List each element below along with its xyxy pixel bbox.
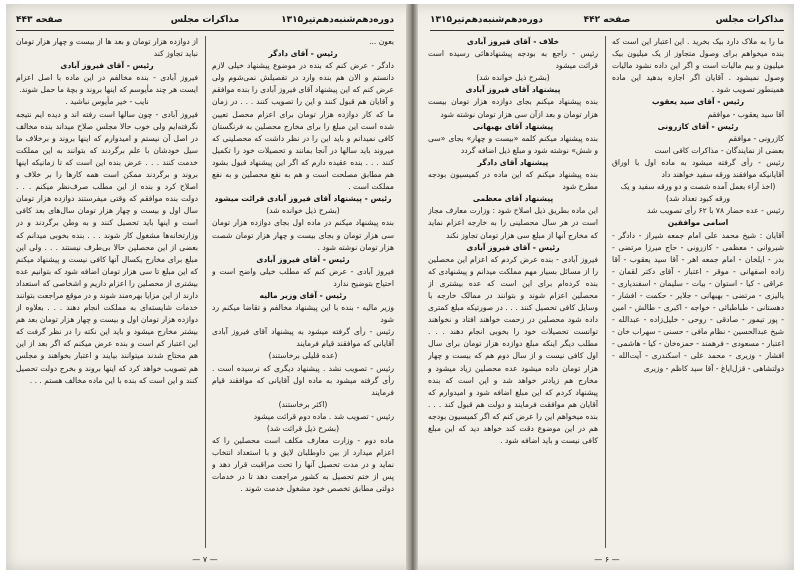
paragraph: رئیس - رأی گرفته میشود به ماده اول با اوراق آقایانیکه موافقند ورقه سفید خواهند داد [612, 157, 784, 180]
speaker-line: رئیس - آقای فیروز آبادی [256, 254, 350, 264]
paragraph: این ماده بطریق ذیل اصلاح شود : وزارت معارف مجاز است در هر سال محصلینی را به خارجه اعزام نماید که مخارج آنها از مبلغ سی هزار تومان تجاوز نکند [428, 206, 598, 240]
journal-title: مذاکرات مجلس [170, 15, 240, 25]
column-divider [205, 36, 206, 548]
page-number-label: صفحه ۴۴۲ [583, 15, 631, 25]
open-book-spread [6, 4, 794, 570]
speaker-line: رئیس - آقای وزیر مالیه [259, 290, 347, 300]
speaker-line: رئیس - پیشنهاد آقای فیروز آبادی قرائت میشود [214, 194, 392, 204]
speaker-line: رئیس - آقای دادگر [268, 49, 338, 59]
paragraph: فیروز آبادی - بنده عرض کردم که اعزام این محصلین را از مسائل بسیار مهم مملکت میدانم و پیشنهادی که بنده کرده‌ام برای این است که عده بیشتری از محصلین اعزام شوند و بتوانند در ممالک خارجه با وسایل کافی تحصیل کنند . . . در صورتیکه مبلغ کمتری داده شود محصلین در زحمت خواهند افتاد و نخواهند توانست تحصیلات خود را بخوبی انجام دهند . . . مطلب دیگر اینکه مبلغ دوازده هزار تومان برای سال اول کافی نیست و از سال دوم هم که بیست و چهار هزار تومان داده میشود عده محصلین زیاد میشود و مخارج هم زیادتر خواهد شد و این است که بنده پیشنهاد کردم که این مبلغ اضافه شود و امیدوارم که آقایان هم موافقت فرمایند و دولت هم قبول کند . . . بنده میخواهم این را عرض کنم که اگر کمیسیون بودجه هم در این موضوع دقت کند خواهد دید که این مبلغ کافی نیست و باید اضافه شود . [428, 254, 598, 446]
paragraph: آقا سید یعقوب - موافقم [707, 109, 784, 119]
left-page-header [16, 12, 394, 28]
speaker-line: خلاف - آقای فیروز آبادی [466, 37, 560, 46]
page-folio: — ۶ — [594, 555, 620, 564]
left-page-text-column-right [212, 36, 394, 550]
paragraph: ماده دوم - وزارت معارف مکلف است محصلین را که اعزام میدارد از بین داوطلبان لایق و با استعداد انتخاب نماید و در مدت تحصیل آنها را تحت مراقبت قرار دهد و پس از ختم تحصیل به کشور مراجعت دهد تا در خدمات دولتی مطابق تخصص خود مشغول خدمت شوند . [212, 436, 394, 494]
paragraph: رئیس - رأی گرفته میشود به پیشنهاد آقای فیروز آبادی آقایانی که موافقند قیام فرمایند [212, 327, 394, 349]
right-page-text-column-right [612, 36, 784, 550]
paragraph: از دوازده هزار تومان و بعد ها از بیست و چهار هزار تومان نباید تجاوز کند [16, 37, 198, 59]
right-page [420, 4, 794, 570]
paragraph: فیروز آبادی - عرض کنم که مطلب خیلی واضح است و احتیاج بتوضیح ندارد [212, 266, 394, 288]
paragraph: رئیس - تصویب شد . ماده دوم قرائت میشود [253, 411, 394, 421]
header-rule [16, 30, 394, 31]
header-rule [430, 30, 784, 31]
column-divider [605, 36, 606, 548]
stage-note: (اکثر برخاستند) [278, 399, 328, 409]
left-page-text-column-left [16, 36, 198, 550]
paragraph: بعون ... [369, 37, 394, 46]
paragraph: فیروز آبادی - بنده مخالفم در این ماده با اصل اعزام ایست هر چند مأیوسم که اینها بروند و بچهٔ ما حمل شوند. [16, 73, 198, 95]
paragraph: بنده پیشنهاد میکنم که این ماده در کمیسیون بودجه مطرح شود [428, 170, 598, 192]
stage-note: (اخذ آراء بعمل آمده شصت و دو ورقه سفید و یک ورقه کبود تعداد شد) [620, 182, 776, 204]
motion-heading: پیشنهاد آقای دادگر [477, 157, 549, 167]
paragraph: رئیس - راجع به بودجه پیشنهادهائی رسیده است قرائت میشود [428, 49, 598, 71]
journal-title: مذاکرات مجلس [715, 15, 784, 25]
paragraph: بنده پیشنهاد میکنم در ماده اول بجای دوازده هزار تومان سی هزار تومان و بجای بیست و چهار هزار تومان شصت هزار تومان نوشته شود . [212, 218, 394, 252]
stage-note: (بشرح ذیل خوانده شد) [266, 206, 340, 216]
paragraph: رئیس - عده حضار ۷۸ با ۶۲ رأی تصویب شد [646, 206, 784, 216]
paragraph: بنده پیشنهاد میکنم بجای دوازده هزار تومان بیست هزار تومان و بعد ازآن سی هزار تومان نوشته شود [428, 97, 598, 119]
motion-heading: پیشنهاد آقای فیروز آبادی [465, 85, 561, 95]
left-page [6, 4, 404, 570]
page-folio: — ۷ — [192, 555, 218, 564]
interjection: نایب - خیر مأیوس نباشید . [65, 97, 149, 107]
speaker-line: رئیس - آقای سید یعقوب [651, 97, 745, 107]
paragraph: وزیر مالیه - بنده با این پیشنهاد مخالفم و تقاضا میکنم رد شود [212, 303, 394, 325]
session-date: دوره‌دهم‌شنبه‌دهم‌تیر‌۱۳۱۵ [281, 15, 394, 25]
speaker-line: رئیس - آقای فیروز آبادی [466, 242, 560, 252]
paragraph: فیروز آبادی - چون سالها است رفته اند و دیده ایم نتیجه نگرفته‌ایم ولی خوب حالا مجلس صلاح میداند بنده مخالف در اصل آن نیستم و امیدوارم که اینها بروند و برخلاف ما سیل خودشان با علم برگردند که بتوانند به این مملکت خدمت کنند . . . عرض بنده این است که تا زمانیکه اینها بروند و برگردند ممکن است همه کارها را بر خلاف و اصلاح کرد و بنده از این مطلب صرف‌نظر میکنم . . . دولت بنده موافقم که وقتی میفرستند دوازده هزار تومان سال اول و بیست و چهار هزار تومان سال‌های بعد کافی است و اینها باید تحصیل کنند و به وطن برگردند و در وزارتخانه‌ها مشغول کار شوند . . . بنده بخوبی میدانم که بعضی از این محصلین حالا بی‌طرف نیستند . . . ولی این مبلغ برای مخارج یکسال آنها کافی نیست و پیشنهاد میکنم که این مبلغ تا سی هزار تومان اضافه شود که بتوانیم عده بیشتری از محصلین را اعزام داریم و اشخاصی که استعداد دارند از این مزایا بهره‌مند شوند و در موقع مراجعت بتوانند خدمات شایسته‌ای به مملکت انجام دهند . . . بعلاوه از دوازده هزار تومان اول و بیست و چهار هزار تومان بعد هم بیشتر مخارج میشود و باید این نکته را در نظر گرفت که این اعتبار کم است و بنده عرض میکنم که اگر بعد از این هم محتاج شدند میتوانند بیایند و اعتبار بخواهند و مجلس هم تصویب خواهد کرد که اینها بروند و بخرج دولت تحصیل کنند و این است که بنده با این ماده مخالف هستم . . . [16, 109, 198, 385]
paragraph: بنده پیشنهاد میکنم کلمه «بیست و چهار» بجای «سی و شش» نوشته شود و مبلغ ذیل اضافه گردد [428, 133, 598, 155]
book-gutter [406, 4, 418, 570]
stage-note: (بشرح ذیل خوانده شد) [476, 73, 550, 83]
paragraph: کازرونی - موافقم [728, 133, 784, 143]
section-heading: اسامی موافقین [667, 218, 729, 228]
right-page-text-column-left [428, 36, 598, 550]
stage-note: (بشرح ذیل قرائت شد) [266, 424, 340, 433]
motion-heading: پیشنهاد آقای معظمی [472, 194, 554, 204]
motion-heading: پیشنهاد آقای بهبهانی [472, 121, 554, 131]
session-date: دوره‌دهم‌شنبه‌دهم‌تیر‌۱۳۱۵ [430, 15, 543, 25]
right-page-header [430, 12, 784, 28]
paragraph: آقایان : شیخ محمد علی امام جمعه شیراز - دادگر - شیروانی - معظمی - کازرونی - حاج میرزا مرتضی - بدر - ایلخان - امام جمعه اهر - آقا سید یعقوب - آقا زاده اصفهانی - موقر - اعتبار - آقای دکتر لقمان - عراقی - کیا - استوان - بیات - سلیمان - اسفندیاری - یالیزی - مرتضی - بهبهانی - جلایر - حکمت - افشار - دهستانی - طباطبائی - خواجه - اکبری - طالش - امین - پور تیمور - صادقی - روحی - خلیل‌زاده - عبدالله - شیخ عبدالحسین - نظام مافی - حسنی - سهراب خان - اعتبار - مسعودی - فرهمند - حمزه‌خان - کیا - هاشمی - افشار - وزیری - محمد علی - اسکندری - آیت‌الله - دولتشاهی - قزل‌ایاغ - آقا سید کاظم - وزیری [612, 230, 784, 373]
paragraph: دادگر - عرض کنم که بنده در موضوع پیشنهاد خیلی لازم دانستم و الان هم بنده وارد در تفصیلش نمی‌شوم ولی عرض کنم که این پیشنهاد آقای فیروز آبادی را بنده موافقم و آقایان هم قبول کنند و این را تصویب کنند . . . در زمان ما که کار دوازده هزار تومان برای اعزام محصل تعیین شده است این مبلغ را برای مخارج محصلین به فرنگستان کافی نمیدانم و باید این را در نظر داشت که محصلینی که میروند باید سالها در آنجا بمانند و تحصیلات خود را تکمیل کنند . . . بنده عقیده دارم که اگر این پیشنهاد قبول بشود هم مطابق مصلحت است و هم به نفع محصلین و به نفع مملکت است . [212, 61, 394, 192]
paragraph: رئیس - تصویب نشد . پیشنهاد دیگری که نرسیده است . رأی گرفته میشود به ماده اول آقایانی که موافقند قیام فرمایند [212, 363, 394, 397]
speaker-line: رئیس - آقای کازرونی [657, 121, 739, 131]
paragraph: ما را به ملاک دارد بیک بخرید . این اعتبار این است که بنده میخواهم برای وصول متجاوز از یک میلیون بیک میلیون و بیم مالیات است و اگر این داده نشود مالیات وصول نمیشود . آقایان اگر اجازه بدهید این ماده همینطور تصویب شود . [612, 37, 784, 95]
page-number-label: صفحه ۴۴۳ [16, 15, 63, 25]
speaker-line: رئیس - آقای فیروز آبادی [60, 61, 154, 71]
stage-note: (عده قلیلی برخاستند) [268, 351, 338, 361]
paragraph: بعضی از نمایندگان - مذاکرات کافی است [654, 145, 784, 155]
